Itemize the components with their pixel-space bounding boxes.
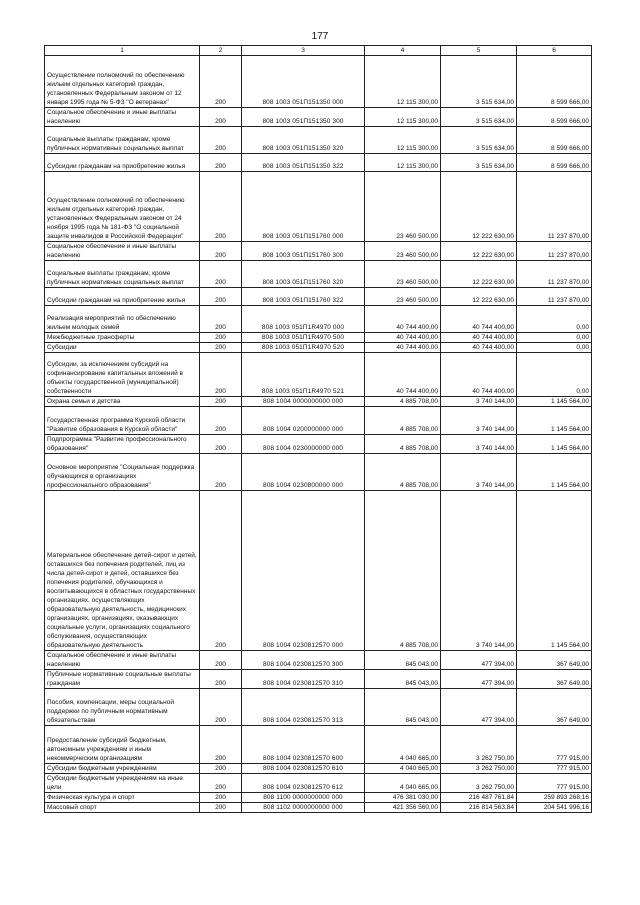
row-remaining-cell: 367 649,00	[517, 651, 592, 670]
row-name-cell: Материальное обеспечение детей-сирот и детей, оставшихся без попечения родителей, лиц из числа детей-сирот и детей, оставшихся без попечения родителей, обучающихся и воспитывающихся в областных государственных организациях, осуществляющих образовательную деятельность, медицинских организациях, организациях, оказывающих социальные услуги, организациях социального обслуживания, осуществляющих образовательную деятельность	[45, 491, 200, 651]
table-row	[45, 803, 592, 813]
table-row	[45, 793, 592, 803]
row-code-cell: 808 1004 0230812570 610	[242, 764, 365, 774]
header-cell: 2	[200, 46, 242, 56]
row-name-cell: Социальное обеспечение и иные выплаты населению	[45, 108, 200, 127]
row-total-cell: 4 040 665,00	[365, 774, 441, 793]
row-remaining-cell: 8 599 666,00	[517, 127, 592, 154]
row-code-cell: 808 1003 051П151350 322	[242, 154, 365, 172]
row-name-cell: Социальные выплаты гражданам, кроме публичных нормативных социальных выплат	[45, 261, 200, 288]
row-name-cell: Физическая культура и спорт	[45, 793, 200, 803]
table-row	[45, 454, 592, 491]
row-code-cell: 808 1004 0230812570 300	[242, 651, 365, 670]
row-name-cell: Охрана семьи и детства	[45, 397, 200, 407]
row-name-cell: Субсидии бюджетным учреждениям	[45, 764, 200, 774]
row-total-cell: 40 744 400,00	[365, 343, 441, 353]
row-section-cell: 200	[200, 435, 242, 454]
row-code-cell: 808 1004 0230812570 000	[242, 491, 365, 651]
row-code-cell: 808 1003 051П151350 000	[242, 56, 365, 108]
table-row	[45, 56, 592, 108]
row-executed-cell: 477 394,00	[441, 689, 517, 726]
table-row	[45, 397, 592, 407]
table-row	[45, 670, 592, 689]
row-name-cell: Осуществление полномочий по обеспечению жильем отдельных категорий граждан, установленных Федеральным законом от 24 ноября 1995 года № 181-ФЗ "О социальной защите инвалидов в Российской Федерации"	[45, 172, 200, 242]
row-executed-cell: 12 222 630,00	[441, 242, 517, 261]
table-row	[45, 651, 592, 670]
row-section-cell: 200	[200, 689, 242, 726]
header-row	[45, 46, 592, 56]
table-row	[45, 764, 592, 774]
row-executed-cell: 3 740 144,00	[441, 491, 517, 651]
row-total-cell: 23 460 500,00	[365, 242, 441, 261]
row-section-cell: 200	[200, 261, 242, 288]
row-name-cell: Межбюджетные трансферты	[45, 333, 200, 343]
row-executed-cell: 477 394,00	[441, 651, 517, 670]
table-row	[45, 435, 592, 454]
row-remaining-cell: 1 145 564,00	[517, 435, 592, 454]
row-code-cell: 808 1003 051П151760 000	[242, 172, 365, 242]
row-total-cell: 40 744 400,00	[365, 353, 441, 397]
row-name-cell: Реализация мероприятий по обеспечению жильем молодых семей	[45, 306, 200, 333]
table-row	[45, 172, 592, 242]
row-name-cell: Субсидии	[45, 343, 200, 353]
row-section-cell: 200	[200, 454, 242, 491]
row-section-cell: 200	[200, 651, 242, 670]
table-row	[45, 333, 592, 343]
row-remaining-cell: 11 237 870,00	[517, 288, 592, 306]
table-row	[45, 774, 592, 793]
row-section-cell: 200	[200, 172, 242, 242]
row-remaining-cell: 0,00	[517, 343, 592, 353]
row-executed-cell: 40 744 400,00	[441, 333, 517, 343]
row-remaining-cell: 1 145 564,00	[517, 397, 592, 407]
row-code-cell: 808 1003 051П151760 300	[242, 242, 365, 261]
row-code-cell: 808 1003 051П1R4970 520	[242, 343, 365, 353]
row-executed-cell: 3 515 634,00	[441, 154, 517, 172]
row-executed-cell: 3 262 750,00	[441, 726, 517, 764]
row-code-cell: 808 1004 0200000000 000	[242, 407, 365, 435]
row-section-cell: 200	[200, 726, 242, 764]
row-remaining-cell: 259 893 268,16	[517, 793, 592, 803]
table-row	[45, 242, 592, 261]
row-executed-cell: 3 740 144,00	[441, 435, 517, 454]
row-code-cell: 808 1004 0230812570 313	[242, 689, 365, 726]
row-total-cell: 40 744 400,00	[365, 333, 441, 343]
row-total-cell: 4 040 665,00	[365, 764, 441, 774]
row-code-cell: 808 1003 051П151760 320	[242, 261, 365, 288]
row-remaining-cell: 367 649,00	[517, 689, 592, 726]
row-section-cell: 200	[200, 242, 242, 261]
table-row	[45, 407, 592, 435]
row-name-cell: Предоставление субсидий бюджетным, автономным учреждениям и иным некоммерческим организациям	[45, 726, 200, 764]
row-executed-cell: 3 515 634,00	[441, 56, 517, 108]
row-section-cell: 200	[200, 108, 242, 127]
row-total-cell: 12 115 300,00	[365, 127, 441, 154]
row-total-cell: 845 043,00	[365, 651, 441, 670]
row-section-cell: 200	[200, 343, 242, 353]
row-section-cell: 200	[200, 764, 242, 774]
row-total-cell: 23 460 500,00	[365, 261, 441, 288]
row-name-cell: Осуществление полномочий по обеспечению жильем отдельных категорий граждан, установленных Федеральным законом от 12 января 1995 года № 5-ФЗ "О ветеранах"	[45, 56, 200, 108]
row-remaining-cell: 1 145 564,00	[517, 491, 592, 651]
row-executed-cell: 216 814 563,84	[441, 803, 517, 813]
table-row	[45, 689, 592, 726]
row-code-cell: 808 1004 0230800000 000	[242, 454, 365, 491]
page-number: 177	[311, 31, 329, 42]
header-cell: 5	[441, 46, 517, 56]
row-name-cell: Государственная программа Курской области "Развитие образования в Курской области"	[45, 407, 200, 435]
row-remaining-cell: 11 237 870,00	[517, 172, 592, 242]
row-executed-cell: 3 740 144,00	[441, 407, 517, 435]
row-remaining-cell: 777 915,00	[517, 726, 592, 764]
row-name-cell: Субсидии, за исключением субсидий на софинансирование капитальных вложений в объекты государственной (муниципальной) собственности	[45, 353, 200, 397]
row-name-cell: Массовый спорт	[45, 803, 200, 813]
row-total-cell: 4 040 665,00	[365, 726, 441, 764]
row-remaining-cell: 8 599 666,00	[517, 56, 592, 108]
row-executed-cell: 3 740 144,00	[441, 397, 517, 407]
table-row	[45, 154, 592, 172]
row-remaining-cell: 204 541 996,16	[517, 803, 592, 813]
row-name-cell: Субсидии гражданам на приобретение жилья	[45, 154, 200, 172]
row-code-cell: 808 1003 051П151350 320	[242, 127, 365, 154]
row-executed-cell: 40 744 400,00	[441, 353, 517, 397]
row-code-cell: 808 1003 051П1R4970 000	[242, 306, 365, 333]
row-remaining-cell: 367 649,00	[517, 670, 592, 689]
table-row	[45, 108, 592, 127]
row-code-cell: 808 1004 0230000000 000	[242, 435, 365, 454]
row-code-cell: 808 1004 0000000000 000	[242, 397, 365, 407]
row-total-cell: 845 043,00	[365, 689, 441, 726]
row-section-cell: 200	[200, 803, 242, 813]
row-remaining-cell: 0,00	[517, 353, 592, 397]
row-name-cell: Субсидии бюджетным учреждениям на иные цели	[45, 774, 200, 793]
row-executed-cell: 12 222 630,00	[441, 261, 517, 288]
row-total-cell: 4 885 708,00	[365, 407, 441, 435]
row-remaining-cell: 1 145 564,00	[517, 407, 592, 435]
row-executed-cell: 40 744 400,00	[441, 343, 517, 353]
header-cell: 3	[242, 46, 365, 56]
row-remaining-cell: 11 237 870,00	[517, 242, 592, 261]
row-total-cell: 12 115 300,00	[365, 154, 441, 172]
row-section-cell: 200	[200, 397, 242, 407]
row-name-cell: Социальное обеспечение и иные выплаты населению	[45, 651, 200, 670]
row-total-cell: 40 744 400,00	[365, 306, 441, 333]
row-code-cell: 808 1102 0000000000 000	[242, 803, 365, 813]
row-code-cell: 808 1004 0230812570 612	[242, 774, 365, 793]
row-total-cell: 421 356 560,00	[365, 803, 441, 813]
row-section-cell: 200	[200, 56, 242, 108]
table-row	[45, 306, 592, 333]
row-remaining-cell: 777 915,00	[517, 774, 592, 793]
row-total-cell: 12 115 300,00	[365, 108, 441, 127]
table-row	[45, 127, 592, 154]
row-executed-cell: 40 744 400,00	[441, 306, 517, 333]
table-row	[45, 491, 592, 651]
row-total-cell: 4 885 708,00	[365, 435, 441, 454]
row-name-cell: Основное мероприятие "Социальная поддержка обучающихся в организациях профессионального образования"	[45, 454, 200, 491]
row-name-cell: Социальное обеспечение и иные выплаты населению	[45, 242, 200, 261]
row-name-cell: Пособия, компенсации, меры социальной поддержки по публичным нормативным обязательствам	[45, 689, 200, 726]
row-total-cell: 23 460 500,00	[365, 172, 441, 242]
row-executed-cell: 477 394,00	[441, 670, 517, 689]
row-executed-cell: 3 515 634,00	[441, 127, 517, 154]
table-row	[45, 353, 592, 397]
row-total-cell: 845 043,00	[365, 670, 441, 689]
header-cell: 6	[517, 46, 592, 56]
row-total-cell: 4 885 708,00	[365, 454, 441, 491]
header-cell: 1	[45, 46, 200, 56]
row-remaining-cell: 8 599 666,00	[517, 108, 592, 127]
row-remaining-cell: 777 915,00	[517, 764, 592, 774]
row-code-cell: 808 1003 051П151760 322	[242, 288, 365, 306]
row-section-cell: 200	[200, 288, 242, 306]
table-body	[45, 56, 592, 813]
table-row	[45, 343, 592, 353]
row-executed-cell: 12 222 630,00	[441, 288, 517, 306]
row-section-cell: 200	[200, 353, 242, 397]
row-executed-cell: 3 515 634,00	[441, 108, 517, 127]
row-executed-cell: 12 222 630,00	[441, 172, 517, 242]
row-section-cell: 200	[200, 670, 242, 689]
row-code-cell: 808 1003 051П1R4970 521	[242, 353, 365, 397]
row-total-cell: 4 885 708,00	[365, 491, 441, 651]
row-total-cell: 4 885 708,00	[365, 397, 441, 407]
row-name-cell: Подпрограмма "Развитие профессионального образования"	[45, 435, 200, 454]
row-executed-cell: 3 262 750,00	[441, 764, 517, 774]
row-code-cell: 808 1004 0230812570 600	[242, 726, 365, 764]
row-executed-cell: 3 740 144,00	[441, 454, 517, 491]
row-remaining-cell: 0,00	[517, 333, 592, 343]
row-section-cell: 200	[200, 407, 242, 435]
row-code-cell: 808 1003 051П151350 300	[242, 108, 365, 127]
row-remaining-cell: 0,00	[517, 306, 592, 333]
row-name-cell: Субсидии гражданам на приобретение жилья	[45, 288, 200, 306]
row-section-cell: 200	[200, 491, 242, 651]
row-section-cell: 200	[200, 306, 242, 333]
row-section-cell: 200	[200, 333, 242, 343]
row-executed-cell: 3 262 750,00	[441, 774, 517, 793]
row-executed-cell: 216 487 761,84	[441, 793, 517, 803]
table-row	[45, 261, 592, 288]
row-remaining-cell: 11 237 870,00	[517, 261, 592, 288]
table-row	[45, 288, 592, 306]
row-code-cell: 808 1003 051П1R4970 500	[242, 333, 365, 343]
row-code-cell: 808 1100 0000000000 000	[242, 793, 365, 803]
row-section-cell: 200	[200, 793, 242, 803]
row-code-cell: 808 1004 0230812570 310	[242, 670, 365, 689]
budget-table	[44, 45, 592, 813]
row-section-cell: 200	[200, 154, 242, 172]
row-total-cell: 476 381 030,00	[365, 793, 441, 803]
row-total-cell: 23 460 500,00	[365, 288, 441, 306]
header-cell: 4	[365, 46, 441, 56]
row-name-cell: Публичные нормативные социальные выплаты гражданам	[45, 670, 200, 689]
row-total-cell: 12 115 300,00	[365, 56, 441, 108]
table-row	[45, 726, 592, 764]
row-name-cell: Социальные выплаты гражданам, кроме публичных нормативных социальных выплат	[45, 127, 200, 154]
row-section-cell: 200	[200, 127, 242, 154]
row-remaining-cell: 1 145 564,00	[517, 454, 592, 491]
row-section-cell: 200	[200, 774, 242, 793]
row-remaining-cell: 8 599 666,00	[517, 154, 592, 172]
